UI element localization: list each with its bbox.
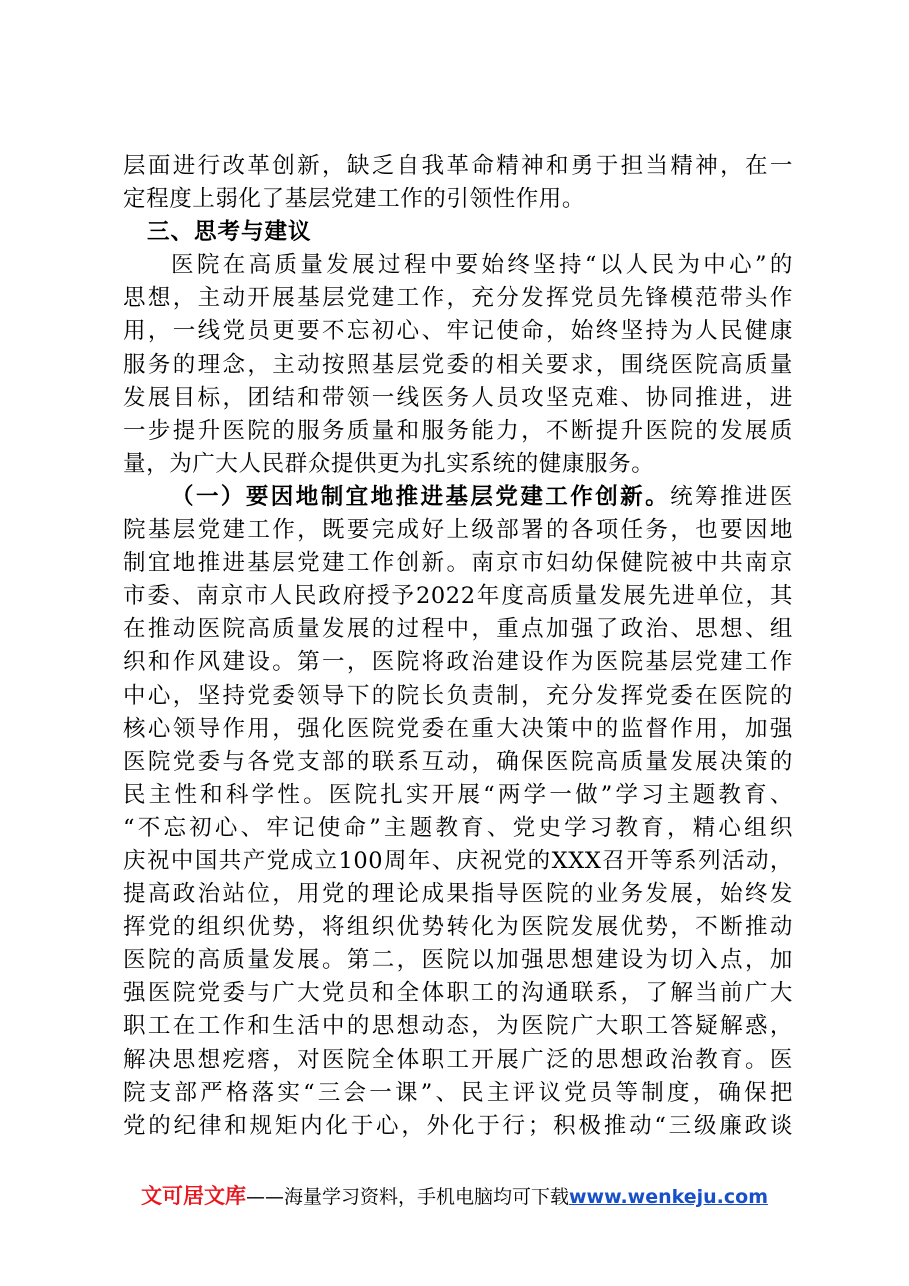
footer-watermark: [0, 1180, 909, 1210]
text-line: 市委、南京市人民政府授予2022年度高质量发展先进单位，其: [123, 583, 793, 610]
subsection-heading: （一）要因地制宜地推进基层党建工作创新。: [171, 483, 671, 510]
text-line: 医院在高质量发展过程中要始终坚持“以人民为中心”的: [171, 252, 793, 279]
text-line: 制宜地推进基层党建工作创新。南京市妇幼保健院被中共南京: [123, 550, 793, 577]
section-heading: [123, 216, 793, 249]
text-line: 职工在工作和生活中的思想动态，为医院广大职工答疑解惑，: [123, 1013, 793, 1040]
text-line: 量，为广大人民群众提供更为扎实系统的健康服务。: [123, 450, 655, 477]
footer-slogan: ——海量学习资料，手机电脑均可下载: [245, 1186, 569, 1208]
section-heading-text: 三、思考与建议: [147, 219, 312, 246]
text-line: 挥党的组织优势，将组织优势转化为医院发展优势，不断推动: [123, 914, 793, 941]
text-line: 一步提升医院的服务质量和服务能力，不断提升医院的发展质: [123, 417, 793, 444]
text-line: 院基层党建工作，既要完成好上级部署的各项任务，也要因地: [123, 517, 793, 544]
text-line: 庆祝中国共产党成立100周年、庆祝党的XXX召开等系列活动，: [123, 847, 793, 874]
text-line: 核心领导作用，强化医院党委在重大决策中的监督作用，加强: [123, 715, 793, 742]
text-line: 在推动医院高质量发展的过程中，重点加强了政治、思想、组: [123, 616, 793, 643]
footer-brand: 文可居文库: [140, 1184, 246, 1208]
subsection-text: 统筹推进医: [670, 483, 793, 510]
text-line: 医院的高质量发展。第二，医院以加强思想建设为切入点，加: [123, 947, 793, 974]
text-line: 织和作风建设。第一，医院将政治建设作为医院基层党建工作: [123, 649, 793, 676]
text-line: “不忘初心、牢记使命”主题教育、党史学习教育，精心组织: [123, 814, 793, 841]
text-line: 思想，主动开展基层党建工作，充分发挥党员先锋模范带头作: [123, 285, 793, 312]
text-line: 定程度上弱化了基层党建工作的引领性作用。: [123, 186, 586, 213]
subsection-line: [123, 481, 793, 514]
text-line: 发展目标，团结和带领一线医务人员攻坚克难、协同推进，进: [123, 384, 793, 411]
footer-site-link[interactable]: www.wenkeju.com: [569, 1186, 769, 1208]
body-text: [123, 150, 793, 1143]
text-line: 民主性和科学性。医院扎实开展“两学一做”学习主题教育、: [123, 781, 793, 808]
text-line: 用，一线党员更要不忘初心、牢记使命，始终坚持为人民健康: [123, 318, 793, 345]
text-line: 层面进行改革创新，缺乏自我革命精神和勇于担当精神，在一: [123, 153, 793, 179]
text-line: 医院党委与各党支部的联系互动，确保医院高质量发展决策的: [123, 748, 793, 775]
text-line: 强医院党委与广大党员和全体职工的沟通联系，了解当前广大: [123, 980, 793, 1007]
text-line: 党的纪律和规矩内化于心，外化于行；积极推动“三级廉政谈: [123, 1112, 793, 1139]
text-line: 服务的理念，主动按照基层党委的相关要求，围绕医院高质量: [123, 351, 793, 378]
text-line: 院支部严格落实“三会一课”、民主评议党员等制度，确保把: [123, 1079, 793, 1106]
text-line: 提高政治站位，用党的理论成果指导医院的业务发展，始终发: [123, 881, 793, 908]
text-line: 解决思想疙瘩，对医院全体职工开展广泛的思想政治教育。医: [123, 1046, 793, 1073]
text-line: 中心，坚持党委领导下的院长负责制，充分发挥党委在医院的: [123, 682, 793, 709]
